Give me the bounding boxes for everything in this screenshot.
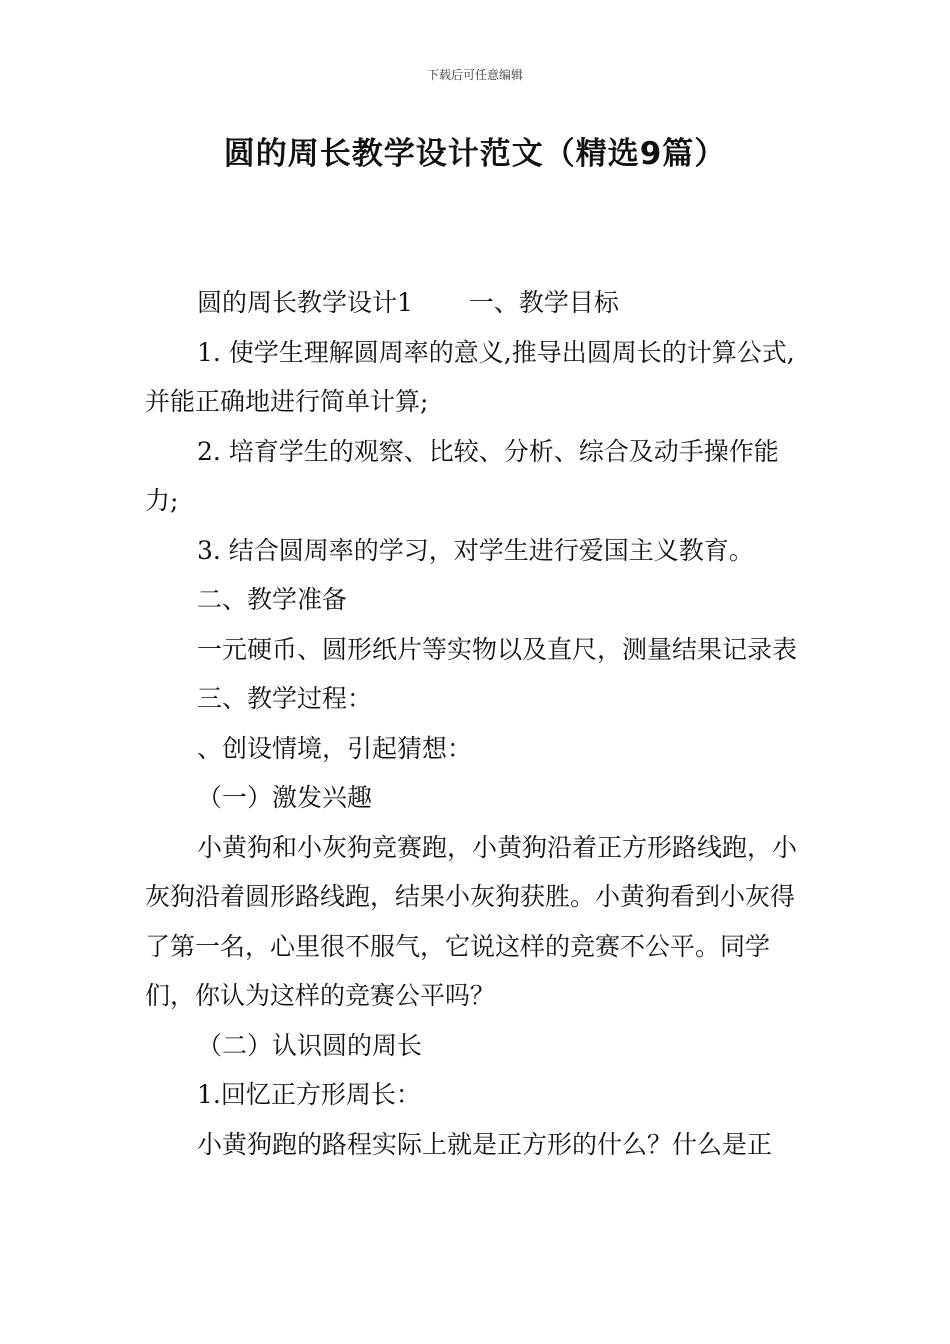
paragraph: 一元硬币、圆形纸片等实物以及直尺，测量结果记录表 — [197, 634, 798, 664]
download-note: 下载后可任意编辑 — [426, 68, 523, 82]
section-heading: 二、教学准备 — [197, 585, 348, 614]
paragraph: 2. 培育学生的观察、比较、分析、综合及动手操作能力; — [145, 436, 779, 515]
document-title: 圆的周长教学设计范文（精选9篇） — [223, 136, 727, 172]
intro-line — [145, 278, 807, 328]
paragraph: 1.回忆正方形周长： — [197, 1080, 421, 1109]
paragraph: 小黄狗和小灰狗竞赛跑，小黄狗沿着正方形路线跑，小灰狗沿着圆形路线跑，结果小灰狗获胜。小黄狗看到小灰得了第一名，心里很不服气，它说这样的竞赛不公平。同学们，你认为这样的竞赛公平吗？ — [145, 832, 798, 1010]
subsection-heading: （一）激发兴趣 — [197, 783, 373, 812]
section-heading: 三、教学过程： — [197, 684, 373, 713]
intro-heading: 圆的周长教学设计1 — [197, 288, 413, 317]
intro-section: 一、教学目标 — [468, 288, 619, 317]
subsection-heading: （二）认识圆的周长 — [197, 1030, 423, 1060]
document-body — [145, 278, 807, 1169]
paragraph: 1. 使学生理解圆周率的意义,推导出圆周长的计算公式,并能正确地进行简单计算; — [145, 337, 795, 416]
paragraph: 、创设情境，引起猜想： — [197, 733, 473, 763]
paragraph: 小黄狗跑的路程实际上就是正方形的什么？什么是正 — [197, 1129, 773, 1159]
paragraph: 3. 结合圆周率的学习，对学生进行爱国主义教育。 — [197, 535, 754, 565]
